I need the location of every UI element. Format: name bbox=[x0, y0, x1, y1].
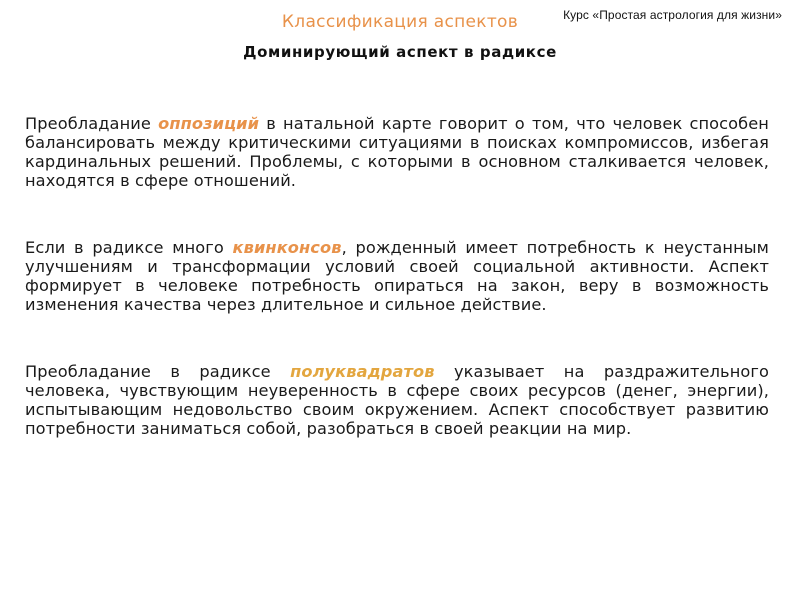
paragraph-text-before: Преобладание в радиксе bbox=[25, 362, 291, 381]
paragraph-text-before: Преобладание bbox=[25, 114, 159, 133]
paragraph-text-before: Если в радиксе много bbox=[25, 238, 233, 257]
paragraph-quincunxes bbox=[25, 238, 769, 314]
paragraph-text-after: указывает на раздражительного человека, чувствующим неуверенность в сфере своих ресурсов (денег, энергии), испытывающим недовольство своим окружением. Аспект способствует развитию потребности заниматься собой, разобраться в своей реакции на мир. bbox=[25, 362, 769, 438]
paragraph-semisquares bbox=[25, 362, 769, 438]
paragraph-text-after: , рожденный имеет потребность к неустанным улучшениям и трансформации условий своей социальной активности. Аспект формирует в человеке потребность опираться на закон, веру в возможность изменения качества через длительное и сильное действие. bbox=[25, 238, 769, 314]
course-label: Курс «Простая астрология для жизни» bbox=[563, 8, 782, 22]
highlight-semisquares: полуквадратов bbox=[290, 362, 435, 381]
highlight-quincunxes: квинконсов bbox=[232, 238, 342, 257]
paragraph-oppositions bbox=[25, 114, 769, 190]
section-title: Классификация аспектов bbox=[281, 12, 519, 32]
highlight-oppositions: оппозиций bbox=[158, 114, 260, 133]
slide-title: Доминирующий аспект в радиксе bbox=[243, 43, 557, 61]
paragraph-text-after: в натальной карте говорит о том, что человек способен балансировать между критическими ситуациями в поисках компромиссов, избегая кардинальных решений. Проблемы, с которыми в основном сталкивается человек, находятся в сфере отношений. bbox=[25, 114, 769, 190]
content-body bbox=[25, 114, 769, 438]
